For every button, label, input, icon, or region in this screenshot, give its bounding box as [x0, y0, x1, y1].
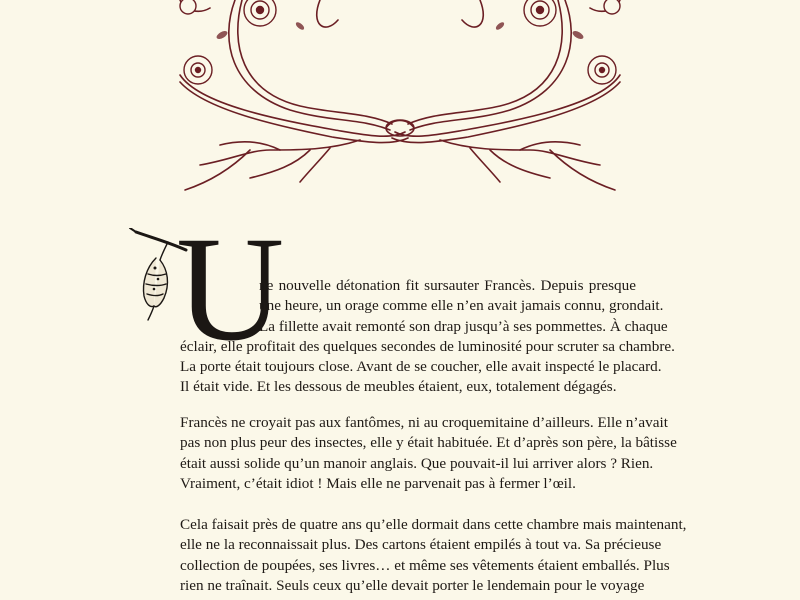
- floral-vine-frame-icon: [160, 0, 640, 195]
- text-line: était aussi solide qu’un manoir anglais. Que pouvait-il lui arriver alors ? Rien.: [180, 454, 654, 472]
- text-line: La fillette avait remonté son drap jusqu’à ses pommettes. À chaque: [259, 317, 668, 335]
- text-line: rien ne traînait. Seuls ceux qu’elle devait porter le lendemain pour le voyage: [180, 576, 645, 594]
- paragraph-2: [180, 413, 677, 494]
- paragraph-1: [180, 276, 675, 398]
- text-line: La porte était toujours close. Avant de se coucher, elle avait inspecté le placard.: [180, 358, 662, 376]
- text-line: Cela faisait près de quatre ans qu’elle dormait dans cette chambre mais maintenant,: [180, 516, 687, 533]
- text-line: Francès ne croyait pas aux fantômes, ni au croquemitaine d’ailleurs. Elle n’avait: [180, 414, 668, 431]
- text-line: elle ne la reconnaissait plus. Des cartons étaient empilés à tout va. Sa précieuse: [180, 536, 662, 554]
- drop-cap-letter: U: [176, 206, 285, 372]
- text-line: Vraiment, c’était idiot ! Mais elle ne parvenait pas à fermer l’œil.: [180, 474, 576, 492]
- paragraph-3: [180, 515, 687, 596]
- text-line: collection de poupées, ses livres… et même ses vêtements étaient emballés. Plus: [180, 556, 670, 574]
- text-line: pas non plus peur des insectes, elle y était habituée. Et d’après son père, la bâtisse: [180, 434, 677, 452]
- text-line: une heure, un orage comme elle n’en avait jamais connu, grondait.: [259, 297, 664, 315]
- text-line: Il était vide. Et les dessous de meubles étaient, eux, totalement dégagés.: [180, 378, 617, 396]
- text-line: ne nouvelle détonation fit sursauter Francès. Depuis presque: [259, 277, 636, 294]
- text-line: éclair, elle profitait des quelques secondes de luminosité pour scruter sa chambre.: [180, 337, 675, 355]
